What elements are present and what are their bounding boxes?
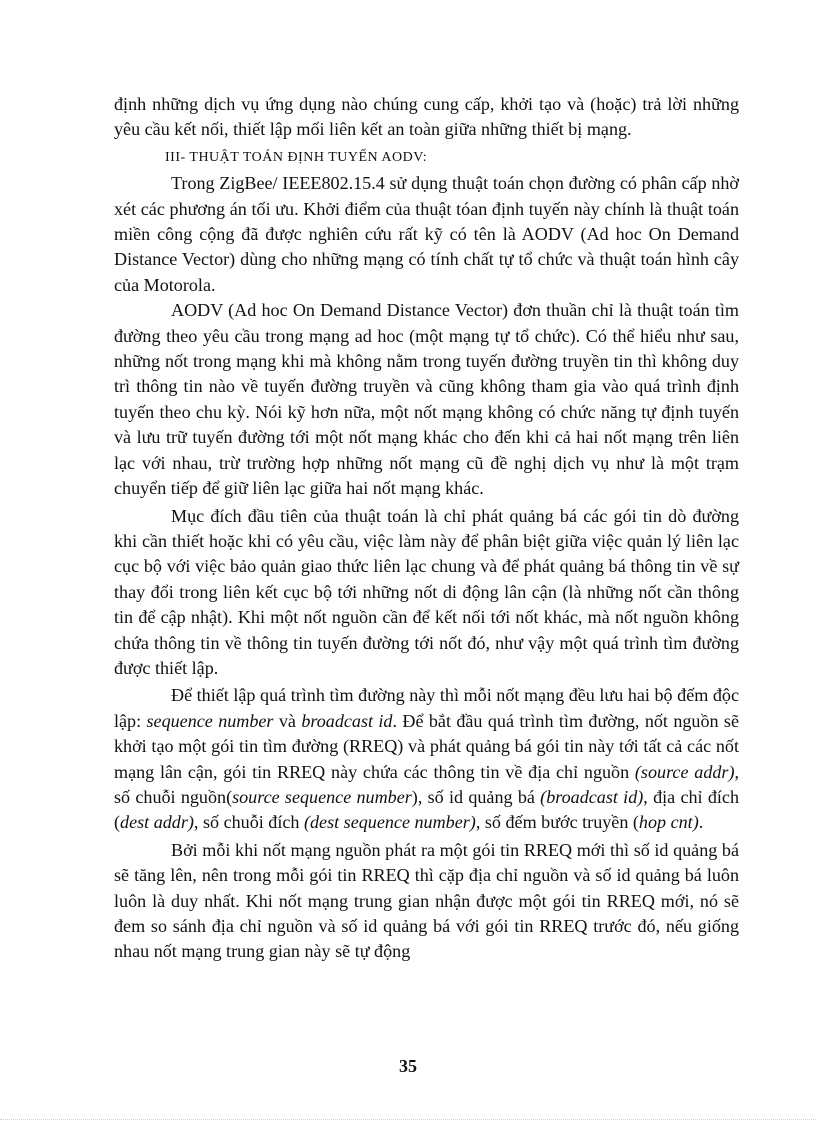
text-run: Để thiết lập quá trình tìm đường này thì mỗi nốt mạng đều lưu hai bộ đếm độc lập: — [114, 685, 739, 731]
paragraph-zigbee: Trong ZigBee/ IEEE802.15.4 sử dụng thuật toán chọn đường có phân cấp nhờ xét các phương án tối ưu. Khởi điểm của thuật tóan định tuyến này chính là thuật toán miền công cộng đã được nghiên cứu rất kỹ có tên là AODV (Ad hoc On Demand Distance Vector) dùng cho những mạng có tính chất tự tổ chức và thuật toán hình cây của Motorola. — [114, 173, 739, 295]
text-run: ), số id quảng bá — [411, 786, 541, 807]
page-number: 35 — [399, 1056, 417, 1076]
section-heading: III- THUẬT TOÁN ĐỊNH TUYẾN AODV: — [165, 149, 428, 165]
text-run: , số đếm bước truyền ( — [475, 812, 639, 833]
page-bottom-divider — [0, 1119, 816, 1120]
paragraph-aodv-definition: AODV (Ad hoc On Demand Distance Vector) đơn thuần chỉ là thuật toán tìm đường theo yêu cầu trong mạng ad hoc (một mạng tự tổ chức). Có thể hiểu như sau, những nốt trong mạng khi mà không nằm trong tuyến đường truyền tin thì không duy trì thông tin nào về tuyến đường truyền và cũng không tham gia vào quá trình định tuyến theo chu kỳ. Nói kỹ hơn nữa, một nốt mạng không có chức năng tự định tuyến và lưu trữ tuyến đường tới một nốt mạng khác cho đến khi cả hai nốt mạng trên liên lạc với nhau, trừ trường hợp những nốt mạng cũ đề nghị dịch vụ như là một trạm chuyển tiếp để giữ liên lạc giữa hai nốt mạng khác. — [114, 300, 739, 499]
text-run: , địa chỉ đích ( — [114, 786, 739, 833]
text-run: , số chuỗi nguồn( — [114, 761, 740, 807]
italic-term: (source addr) — [634, 761, 735, 782]
italic-term: (dest sequence number) — [303, 812, 476, 833]
paragraph-purpose: Mục đích đầu tiên của thuật toán là chỉ phát quảng bá các gói tin dò đường khi cần thiết hoặc khi có yêu cầu, việc làm này để phân biệt giữa việc quản lý liên lạc cục bộ với việc bảo quản giao thức liên lạc chung và để phát quảng bá thông tin về sự thay đổi trong liên kết cục bộ tới những nốt di động lân cận (là những nốt cần thông tin để cập nhật). Khi một nốt nguồn cần để kết nối tới nốt khác, mà nốt nguồn không chứa thông tin về thông tin tuyến đường tới nốt đó, như vậy một quá trình tìm đường được thiết lập. — [114, 505, 739, 678]
text-run: . — [698, 812, 704, 833]
text-run: . Để bắt đầu quá trình tìm đường, nốt nguồn sẽ khởi tạo một gói tin tìm đường (RREQ) và phát quảng bá gói tin này tới tất cả các nốt mạng lân cận, gói tin RREQ này chứa các thông tin về địa chỉ nguồn — [114, 710, 740, 782]
paragraph-continuation: định những dịch vụ ứng dụng nào chúng cung cấp, khởi tạo và (hoặc) trả lời những yêu cầu kết nối, thiết lập mối liên kết an toàn giữa những thiết bị mạng. — [114, 94, 739, 140]
body-text — [114, 92, 739, 965]
italic-term: sequence number — [146, 710, 274, 731]
italic-term: dest addr) — [120, 812, 194, 833]
paragraph-broadcast-id: Bởi mỗi khi nốt mạng nguồn phát ra một gói tin RREQ mới thì số id quảng bá sẽ tăng lên, nên trong mỗi gói tin RREQ thì cặp địa chỉ nguồn và số id quảng bá luôn luôn là duy nhất. Khi nốt mạng trung gian nhận được một gói tin RREQ mới, nó sẽ đem so sánh địa chỉ nguồn và số id quảng bá với gói tin RREQ trước đó, nếu giống nhau nốt mạng trung gian này sẽ tự động — [114, 839, 739, 962]
italic-term: source sequence number — [232, 786, 412, 807]
italic-term: hop cnt) — [638, 812, 699, 833]
italic-term: (broadcast id) — [540, 786, 644, 807]
italic-term: broadcast id — [301, 710, 393, 731]
paragraph-route-discovery — [114, 683, 739, 835]
text-run: , số chuỗi đích — [193, 812, 304, 833]
text-run: và — [273, 710, 302, 731]
